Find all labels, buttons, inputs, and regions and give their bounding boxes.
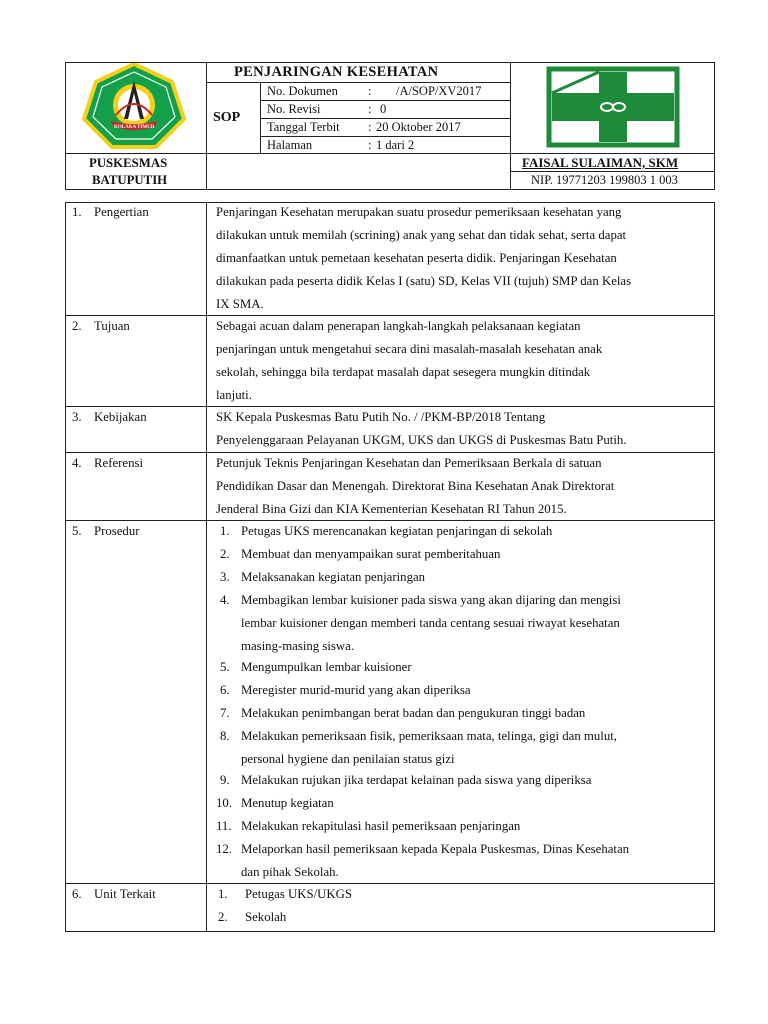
section-number: 1. [72,205,82,219]
section-title: Unit Terkait [94,887,156,901]
step-line: Melaksanakan kegiatan penjaringan [241,570,426,584]
section-line: Penjaringan Kesehatan merupakan suatu prosedur pemeriksaan kesehatan yang [216,205,622,219]
section-line: dilakukan pada peserta didik Kelas I (satu) SD, Kelas VII (tujuh) SMP dan Kelas [216,274,632,288]
puskesmas-logo [80,63,188,151]
step-line: lembar kuisioner dengan memberi tanda centang sesuai riwayat kesehatan [241,616,620,630]
step-line: Melaporkan hasil pemeriksaan kepada Kepala Puskesmas, Dinas Kesehatan [241,842,630,856]
section-line: Jenderal Bina Gizi dan KIA Kementerian Kesehatan RI Tahun 2015. [216,502,567,516]
step-number: 4. [220,593,230,607]
step-number: 9. [220,773,230,787]
field-sep-tanggal-terbit: : [368,120,372,134]
section-line: Penyelenggaraan Pelayanan UKGM, UKS dan UKGS di Puskesmas Batu Putih. [216,433,627,447]
section-line: penjaringan untuk mengetahui secara dini masalah-masalah kesehatan anak [216,342,603,356]
section-title: Kebijakan [94,410,147,424]
section-line: dimanfaatkan untuk pemetaan kesehatan peserta didik. Penjaringan Kesehatan [216,251,617,265]
step-line: personal hygiene dan penilaian status gizi [241,752,455,766]
logo-banner-text: KOLAKA TIMUR [114,125,155,130]
step-line: Melakukan rekapitulasi hasil pemeriksaan penjaringan [241,819,521,833]
sop-label: SOP [213,110,241,125]
section-number: 2. [72,319,82,333]
step-line: Meregister murid-murid yang akan diperiksa [241,683,471,697]
step-number: 1. [218,887,228,901]
step-line: Menutup kegiatan [241,796,334,810]
section-number: 5. [72,524,82,538]
field-label-no-revisi: No. Revisi [267,102,321,116]
org-name-line2: BATUPUTIH [92,173,168,187]
step-number: 3. [220,570,230,584]
field-value-tanggal-terbit: 20 Oktober 2017 [376,120,461,134]
section-number: 3. [72,410,82,424]
signer-nip: NIP. 19771203 199803 1 003 [531,173,678,187]
field-sep-no-revisi: : [368,102,372,116]
section-line: lanjuti. [216,388,252,402]
step-line: Membuat dan menyampaikan surat pemberitahuan [241,547,501,561]
field-sep-halaman: : [368,138,372,152]
step-line: Melakukan rujukan jika terdapat kelainan pada siswa yang diperiksa [241,773,592,787]
field-value-no-dokumen: /A/SOP/XV2017 [396,84,482,98]
section-title: Pengertian [94,205,149,219]
signer-name: FAISAL SULAIMAN, SKM [522,155,679,170]
step-number: 12. [216,842,232,856]
field-value-no-revisi: 0 [380,102,387,116]
section-line: Pendidikan Dasar dan Menengah. Direktorat Bina Kesehatan Anak Direktorat [216,479,615,493]
section-line: dilakukan untuk memilah (scrining) anak yang sehat dan tidak sehat, serta dapat [216,228,627,242]
field-sep-no-dokumen: : [368,84,372,98]
document-title: PENJARINGAN KESEHATAN [234,64,439,80]
step-line: Melakukan pemeriksaan fisik, pemeriksaan mata, telinga, gigi dan mulut, [241,729,617,743]
step-line: Mengumpulkan lembar kuisioner [241,660,412,674]
section-line: Petunjuk Teknis Penjaringan Kesehatan dan Pemeriksaan Berkala di satuan [216,456,602,470]
section-title: Tujuan [94,319,130,333]
step-line: masing-masing siswa. [241,639,355,653]
step-number: 11. [216,819,232,833]
section-line: IX SMA. [216,297,264,311]
step-line: Melakukan penimbangan berat badan dan pengukuran tinggi badan [241,706,586,720]
section-line: SK Kepala Puskesmas Batu Putih No. / /PKM-BP/2018 Tentang [216,410,546,424]
health-cross-emblem [546,66,680,148]
field-value-halaman: 1 dari 2 [376,138,415,152]
field-label-tanggal-terbit: Tanggal Terbit [267,120,340,134]
org-name-line1: PUSKESMAS [89,156,168,170]
step-line: Membagikan lembar kuisioner pada siswa yang akan dijaring dan mengisi [241,593,621,607]
step-line: Sekolah [245,910,287,924]
section-number: 4. [72,456,82,470]
section-title: Referensi [94,456,144,470]
section-number: 6. [72,887,82,901]
step-line: Petugas UKS merencanakan kegiatan penjaringan di sekolah [241,524,553,538]
step-number: 5. [220,660,230,674]
section-title: Prosedur [94,524,140,538]
step-line: Petugas UKS/UKGS [245,887,353,901]
section-line: sekolah, sehingga bila terdapat masalah dapat sesegera mungkin ditindak [216,365,591,379]
step-number: 8. [220,729,230,743]
step-number: 1. [220,524,230,538]
step-number: 2. [220,547,230,561]
step-number: 10. [216,796,232,810]
step-line: dan pihak Sekolah. [241,865,339,879]
step-number: 7. [220,706,230,720]
field-label-halaman: Halaman [267,138,313,152]
step-number: 6. [220,683,230,697]
field-label-no-dokumen: No. Dokumen [267,84,338,98]
section-line: Sebagai acuan dalam penerapan langkah-langkah pelaksanaan kegiatan [216,319,581,333]
step-number: 2. [218,910,228,924]
